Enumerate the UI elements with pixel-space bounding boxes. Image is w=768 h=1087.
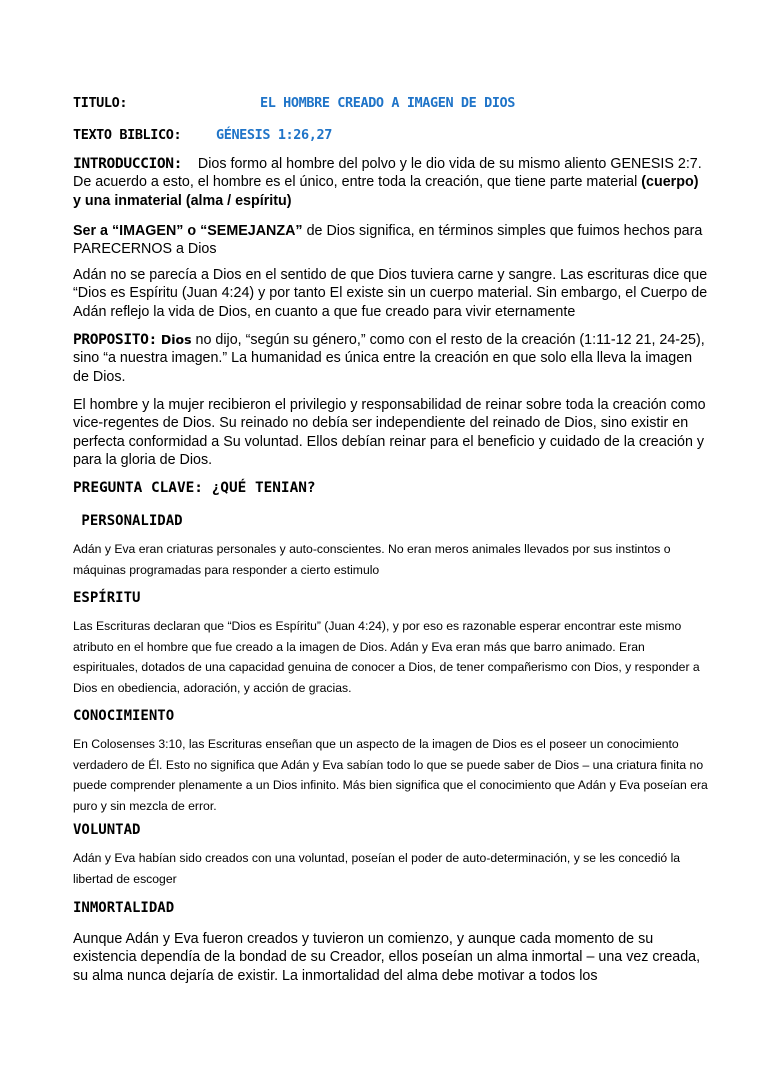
introduccion-bold-tail: (cuerpo) y una inmaterial (alma / espíritu) <box>73 174 699 209</box>
proposito-label: PROPOSITO: <box>73 331 157 348</box>
conocimiento-heading: CONOCIMIENTO <box>73 708 175 724</box>
imagen-paragraph <box>73 222 709 259</box>
proposito-bold-word: Dios <box>160 332 192 347</box>
inmortalidad-heading: INMORTALIDAD <box>73 900 175 916</box>
espiritu-text: Las Escrituras declaran que “Dios es Espíritu” (Juan 4:24), y por eso es razonable esperar encontrar este mismo atributo en el hombre que fue creado a la imagen de Dios. Adán y Eva eran más que barro animado. Eran espirituales, dotados de una capacidad genuina de conocer a Dios, de tener compañerismo con Dios, y responder a Dios en obediencia, adoración, y acción de gracias. <box>73 619 700 695</box>
texto-biblico-value: GÉNESIS 1:26,27 <box>216 127 332 143</box>
espiritu-heading: ESPÍRITU <box>73 590 141 606</box>
inmortalidad-text: Aunque Adán y Eva fueron creados y tuvieron un comienzo, y aunque cada momento de su existencia dependía de la bondad de su Creador, ellos poseían un alma inmortal – una vez creada, su alma nunca dejaría de existir. La inmortalidad del alma debe motivar a todos los <box>73 931 701 984</box>
imagen-text: de Dios significa, en términos simples que fuimos hechos para PARECERNOS a Dios <box>73 223 703 258</box>
conocimiento-text: En Colosenses 3:10, las Escrituras enseñan que un aspecto de la imagen de Dios es el poseer un conocimiento verdadero de Él. Esto no significa que Adán y Eva sabían todo lo que se puede saber de Dios – una criatura finita no puede comprender plenamente a un Dios infinito. Más bien significa que el conocimiento que Adán y Eva poseían era puro y sin mezcla de error. <box>73 737 708 813</box>
introduccion-paragraph <box>73 155 709 210</box>
voluntad-text: Adán y Eva habían sido creados con una voluntad, poseían el poder de auto-determinación, y se les concedió la libertad de escoger <box>73 851 681 886</box>
titulo-label: TITULO: <box>73 95 128 111</box>
introduccion-text: Dios formo al hombre del polvo y le dio vida de su mismo aliento GENESIS 2:7. De acuerdo a esto, el hombre es el único, entre toda la creación, que tiene parte material <box>73 156 702 191</box>
personalidad-text: Adán y Eva eran criaturas personales y auto-conscientes. No eran meros animales llevados por sus instintos o máquinas programadas para responder a cierto estimulo <box>73 542 671 577</box>
texto-biblico-label: TEXTO BIBLICO: <box>73 127 182 143</box>
titulo-value: EL HOMBRE CREADO A IMAGEN DE DIOS <box>260 95 516 111</box>
adan-paragraph: Adán no se parecía a Dios en el sentido de que Dios tuviera carne y sangre. Las escrituras dice que “Dios es Espíritu (Juan 4:24) y por tanto El existe sin un cuerpo material. Sin embargo, el Cuerpo de Adán reflejo la vida de Dios, en cuanto a que fue creado para vivir eternamente <box>73 267 708 320</box>
proposito-text: no dijo, “según su género,” como con el resto de la creación (1:11-12 21, 24-25), sino “a nuestra imagen.” La humanidad es única entre la creación en que solo ella lleva la imagen de Dios. <box>73 332 705 385</box>
personalidad-heading: PERSONALIDAD <box>73 513 183 529</box>
proposito-paragraph <box>73 331 709 386</box>
imagen-bold-lead: Ser a “IMAGEN” o “SEMEJANZA” <box>73 223 303 239</box>
hombre-paragraph: El hombre y la mujer recibieron el privilegio y responsabilidad de reinar sobre toda la creación como vice-regentes de Dios. Su reinado no debía ser independiente del reinado de Dios, sino existir en perfecta conformidad a Su voluntad. Ellos debían reinar para el beneficio y cuidado de la creación y para la gloria de Dios. <box>73 397 706 468</box>
pregunta-clave-heading: PREGUNTA CLAVE: ¿QUÉ TENIAN? <box>73 480 316 496</box>
voluntad-heading: VOLUNTAD <box>73 822 141 838</box>
introduccion-label: INTRODUCCION: <box>73 155 183 172</box>
